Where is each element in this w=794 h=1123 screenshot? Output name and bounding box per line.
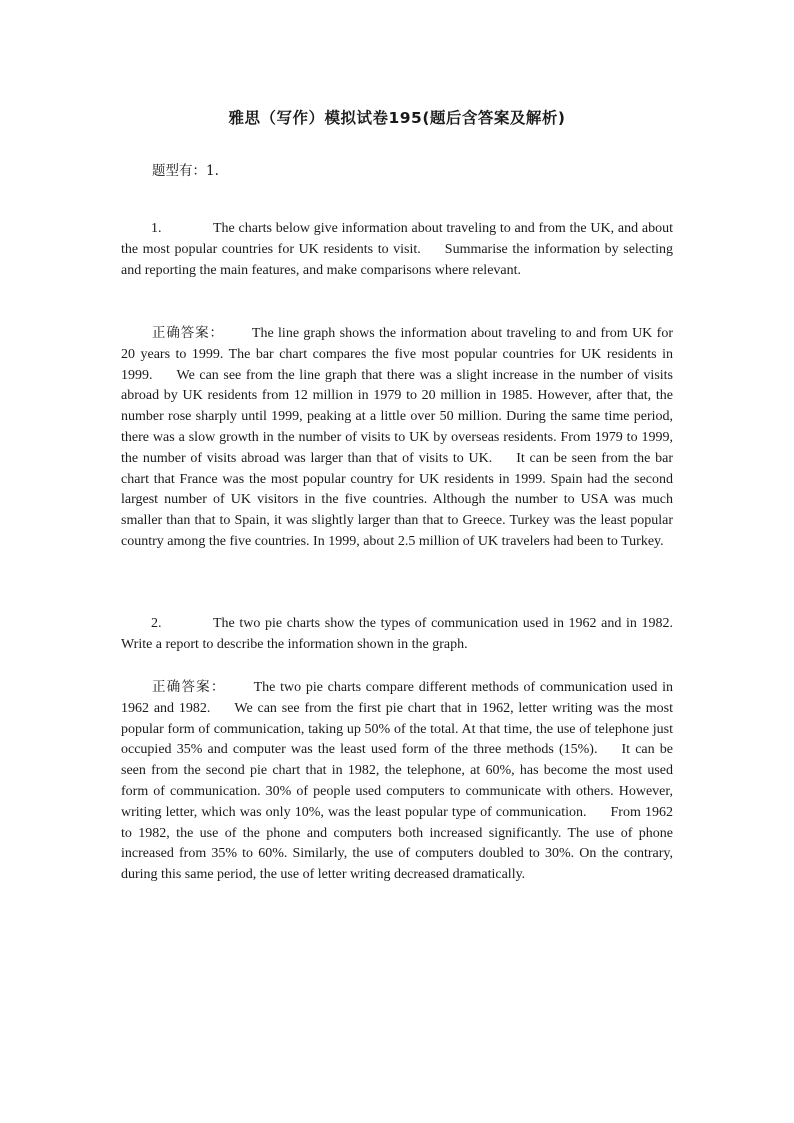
answer-2 bbox=[121, 677, 673, 886]
answer-1-label: 正确答案： bbox=[152, 325, 224, 341]
answer-1-part-2: We can see from the line graph that there was a slight increase in the number of visits abroad by UK residents from 12 million in 1979 to 20 million in 1985. However, after that, the number rose sharply until 1999, peaking at a little over 50 million. During the same time period, there was a slow growth in the number of visits to UK by overseas residents. From 1979 to 1999, the number of visits abroad was larger than that of visits to UK. bbox=[121, 367, 673, 466]
question-type: 题型有：1. bbox=[152, 163, 219, 179]
answer-1-part-1: The line graph shows the information about traveling to and from UK for 20 years to 1999. The bar chart compares the five most popular countries for UK residents in 1999. bbox=[121, 326, 673, 383]
answer-2-part-1: The two pie charts compare different methods of communication used in 1962 and 1982. bbox=[121, 680, 673, 716]
answer-2-part-4: From 1962 to 1982, the use of the phone and computers both increased significantly. The use of phone increased from 35% to 60%. Similarly, the use of computers doubled to 30%. On the contrary, during this same period, the use of letter writing decreased dramatically. bbox=[121, 804, 673, 883]
question-1-text-cont: Summarise the information by selecting and reporting the main features, and make comparisons where relevant. bbox=[121, 241, 674, 278]
document-title: 雅思（写作）模拟试卷195(题后含答案及解析) bbox=[228, 109, 566, 127]
question-2-number: 2. bbox=[151, 616, 162, 631]
question-1-number: 1. bbox=[151, 221, 162, 236]
question-1 bbox=[121, 219, 673, 281]
answer-1 bbox=[121, 323, 673, 553]
answer-1-part-3: It can be seen from the bar chart that France was the most popular country for UK residents in 1999. Spain had the second largest number of UK visitors in the five countries. Although the number to USA was much smaller than that to Spain, it was slightly larger than that to Greece. Turkey was the least popular country among the five countries. In 1999, about 2.5 million of UK travelers had been to Turkey. bbox=[121, 450, 673, 549]
question-2 bbox=[121, 614, 673, 656]
answer-2-label: 正确答案： bbox=[152, 679, 226, 695]
answer-2-part-3: It can be seen from the second pie chart that in 1982, the telephone, at 60%, has become the most used form of communication. 30% of people used computers to communicate with others. However, writing letter, which was only 10%, was the least popular type of communication. bbox=[121, 742, 674, 820]
question-1-text: The charts below give information about traveling to and from the UK, and about the most popular countries for UK residents to visit. bbox=[121, 221, 673, 257]
question-2-text: The two pie charts show the types of communication used in 1962 and in 1982. Write a report to describe the information shown in the graph. bbox=[121, 616, 673, 652]
answer-2-part-2: We can see from the first pie chart that in 1962, letter writing was the most popular form of communication, taking up 50% of the total. At that time, the use of telephone just occupied 35% and computer was the least used form of the three methods (15%). bbox=[121, 700, 674, 758]
